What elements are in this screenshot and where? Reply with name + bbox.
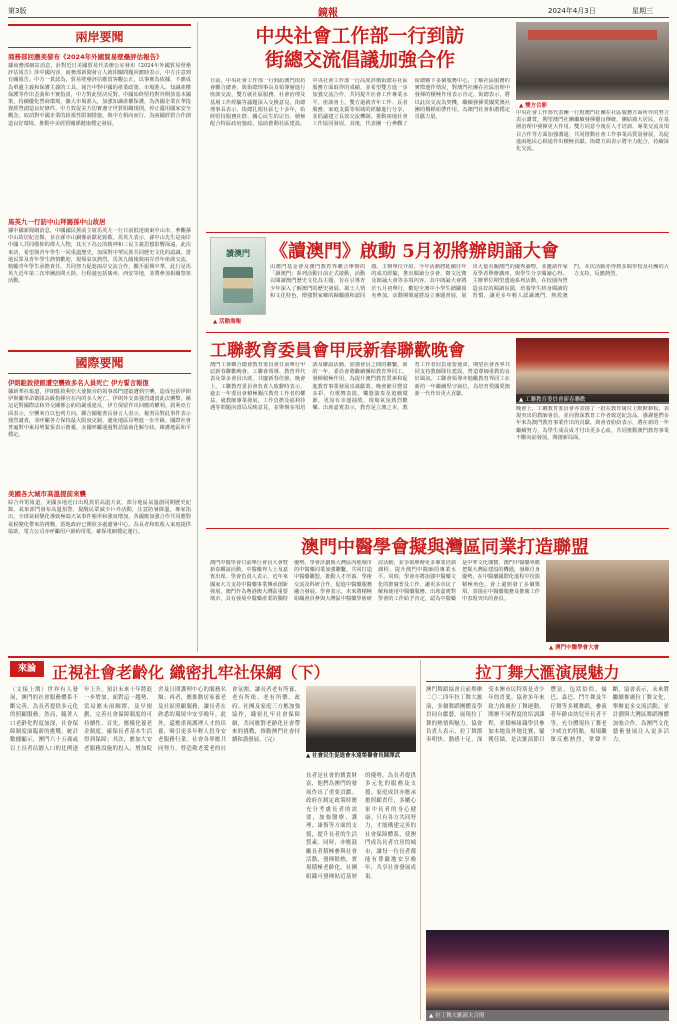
- weekday: 星期三: [632, 7, 653, 15]
- reading-article-body: 由澳門基金會及澳門教育界聯合舉辦的「讀澳門」系列活動日前正式啟動，活動以閱讀澳門歷史文化為主題，旨在引導青少年深入了解澳門的歷史發展、風土人情和文化特色，增強對家鄉的歸屬感和認同感。主辦單位介紹，今年活動將延續往年的成功經驗，推出閱讀分享會、徵文比賽及朗誦大會等多項內容。其中朗誦大會將於五月初舉行，歡迎全澳中小學生踴躍報名參加。活動期間還將設立專題書展，展出大量有關澳門的優秀讀物，並邀請作家及學者舉辦講座，與學生分享閱讀心得。主辦單位期望透過系列活動，在校園內營造良好的閱讀氛圍，培養學生終身閱讀的習慣，讓更多年輕人認識澳門、熱愛澳門。本次活動亦得到多間學校及社團的大力支持，反應熱烈。: [270, 264, 669, 299]
- bottom-column-divider: [420, 660, 421, 1020]
- reading-headline: 《讀澳門》啟動 5月初將辦朗誦大會: [270, 241, 559, 261]
- page-header: [8, 4, 669, 18]
- photo-banner: [528, 30, 657, 40]
- tcm-headline: 澳門中醫學會擬與灣區同業打造聯盟: [301, 537, 589, 557]
- tcm-photo-caption: ▲ 澳門中醫學會大會: [549, 645, 600, 651]
- book-stack-icon: [223, 267, 253, 303]
- latin-article-body: 澳門舞蹈協會日前舉辦二〇二四年拉丁舞大滙演，多個舞蹈團體及學員同台獻藝，展現拉丁舞的熱情與魅力。協會負責人表示，拉丁舞節奏明快、動感十足，深受本澳市民特別是青少年的喜愛。協會多年來致力推廣拉丁舞運動，開辦不同程度的培訓課程，並積極組織學員參加本地及外地比賽，屢獲佳績。是次滙演節目豐富，包括恰恰、倫巴、森巴、鬥牛舞及牛仔舞等多種舞蹈，參演者年齡由幼兒至長者不等，充分體現拉丁舞老少咸宜的特點。現場觀眾反應熱烈，掌聲不斷。協會表示，未來將繼續推廣拉丁舞文化，舉辦更多交流活動，並計劃與大灣區舞蹈團體加強合作，為澳門文化藝術發展注入更多活力。: [426, 687, 669, 744]
- reading-poster: [210, 237, 266, 315]
- union-photo-caption: ▲ 工聯教育委員會新春聯歡: [516, 394, 669, 404]
- latin-headline: 拉丁舞大滙演展魅力: [426, 660, 669, 682]
- aging-article-continued-text: 長者是社會的寶貴財富，他們為澳門的發展作出了重要貢獻。政府在制定政策時應充分考慮長者的需要，加強醫療、護理、康復等方面的支援，提升長者的生活質素。同時，亦應鼓勵長者積極參與社會活動，發揮餘熱，實現積極老齡化。社團組織可發揮貼近基層的優勢，為長者提供多元化的服務及支援。家庭成員亦應承擔照顧責任，多關心家中長者的身心健康。只有各方共同努力，才能構建完善的社會保障體系，使澳門成為長者宜居的城市，讓每一位長者都能有尊嚴地安享晚年，共享社會發展成果。: [306, 773, 416, 880]
- latin-photo: [426, 930, 669, 1010]
- union-headline: 工聯教育委員會甲辰新春聯歡晚會: [210, 341, 465, 360]
- lead-article-continued-text: 中央社會工作部代表團一行對澳門社團在社區服務方面所作的努力表示讚賞，期望澳門社團繼續發揮優良傳統，團結廣大居民，在基層治理中發揮更大作用。雙方同意今後在人才培訓、專業交流及項目合作等方面加強溝通，共同推動社會工作事業高質量發展，為促進兩地民心相通作出積極貢獻。街總方面表示將全力配合，持續深化交流。: [516, 110, 669, 153]
- tcm-article-body: 澳門中醫學會日前舉行會員大會暨新春聯誼活動，中醫藥界人士及嘉賓出席。學會負責人表示，近年來國家大力支持中醫藥事業傳承創新發展，澳門作為粵港澳大灣區重要城市，具有發展中醫藥產業的獨特優勢。學會計劃與大灣區內地城市的中醫藥同業加強聯繫，共同打造中醫藥聯盟，推動人才培養、學術交流及科研合作，促進中醫藥服務融合發展。學會表示，未來將積極組織會員參與大灣區中醫藥學術研討活動，並爭取舉辦更多專業培訓課程，提升澳門中醫師的專業水平。同時，學會亦將加強中醫藥文化的推廣普及工作，讓更多市民了解和使用中醫藥服務。出席嘉賓對學會的工作給予肯定，認為中醫藥是中華文化瑰寶，澳門中醫藥界應把握大灣區建設的機遇，發揮自身優勢，在中醫藥國際化進程中扮演積極角色。會上還頒發了多個獎項，表揚在中醫藥服務及推廣工作中表現突出的會員。: [210, 560, 540, 603]
- article-body: 據新華社報道，伊朗駐敘利亞大使館旁的領事部門建築遭到空襲，造成包括伊朗伊斯蘭革命衛隊高級指揮官在內的多人死亡。伊朗外交部強烈譴責此次襲擊，稱這是對國際法和外交關係公約的嚴重違反，伊方保留作出回應的權利。敘利亞方面表示，空襲來自以色列方向。聯合國秘書長發言人表示，秘書長對此事件表示強烈譴責，並呼籲各方保持最大限度克制，避免地區局勢進一步升級。國際社會普遍對中東局勢緊張表示擔憂，多國呼籲通過對話協商化解分歧，維護地區和平穩定。: [8, 389, 191, 439]
- article-title: 伊朗駐敘使館遭空襲致多名人員死亡 伊方誓言報復: [8, 380, 149, 387]
- section-title-cross-strait: 兩岸要聞: [8, 24, 191, 48]
- lead-photo-caption: ▲ 雙方合影: [519, 103, 548, 109]
- lead-headline-line2: 街總交流倡議加強合作: [264, 49, 455, 71]
- masthead: 鏡報: [318, 8, 338, 18]
- aging-author-caption: ▲ 社會民生促進會永遠榮譽會長陳澤武: [306, 753, 401, 759]
- divider: [206, 332, 669, 333]
- left-column: [8, 22, 198, 652]
- article-title: 美國各大城市高溫提前來襲: [8, 490, 86, 498]
- article-body: 據中國新聞網消息，中國國民黨前主席馬英九一行日前抵達廣東中山市，參觀孫中山故居紀念館，並在孫中山銅像前獻花致敬。馬英九表示，孫中山先生是兩岸中國人共同敬仰的偉大人物，其天下為公的精神和三民主義思想影響深遠。此次來訪，希望與青年學生一同重溫歷史，加深對中華民族共同歷史文化的認識。當地民眾及青年學生熱情歡迎，現場氣氛熱烈。馬英九隨後與兩岸青年座談交流，勉勵青年學生承擔責任，共同努力促進兩岸交流合作，攜手振興中華。此行是馬英九近年第二次率團訪問大陸，行程還包括廣州、西安等地，並將參加相關祭祖活動。: [8, 228, 191, 285]
- issue-date: 2024年4月3日: [548, 7, 596, 15]
- aging-article-continued: [306, 772, 416, 1018]
- section-title-international: 國際要聞: [8, 350, 191, 374]
- article-title: 商務部回應美發布《2024年外國貿易壁壘評估報告》: [8, 53, 163, 61]
- aging-author-photo: [306, 686, 416, 752]
- divider: [206, 232, 669, 233]
- aging-headline: 正視社會老齡化 織密扎牢社保網（下）: [52, 663, 330, 682]
- lead-photo: [516, 22, 669, 100]
- aging-article-body: （文接上期）世界有人發展，澳門的社會服務體系不斷完善，為長者提供多元化的照顧服務。然而，隨著人口老齡化程度加深，社會保障制度面臨新的挑戰。統計數據顯示，澳門六十五歲或以上長者佔總人口的比例逐年上升，預計未來十年將進一步增加。面對這一趨勢，當局應未雨綢繆，及早規劃，完善社會保障制度的可持續性。首先，應優化養老金制度，確保長者基本生活得到保障；其次，應加大安老服務設施的投入，增加院舍及日間護理中心的服務名額；再者，應推動居家養老及社區照顧服務，讓長者在熟悉的環境中安享晚年。此外，還應重視護理人才的培養，吸引更多年輕人投身安老服務行業。社會各界應共同努力，營造敬老愛老的社會氛圍，讓長者老有所養、老有所依、老有所樂。政府、社團及家庭三方應加強協作，織密扎牢社會保障網，共同應對老齡化社會帶來的挑戰，推動澳門社會持續和諧發展。（完）: [10, 687, 300, 752]
- page-number: 第3版: [8, 7, 27, 15]
- bottom-rule: [8, 656, 669, 658]
- lead-headline-line1: 中央社會工作部一行到訪: [255, 25, 465, 47]
- union-article-body: 澳門工會聯合總會教育委員會日前舉行甲辰新春聯歡晚會，工聯會領導、教育界代表及眾多會員出席，共慶新春佳節。晚會上，工聯教育委員會負責人致辭時表示，過去一年委員會積極關注教育工作者的權益，就教師專業發展、工作負擔及福利待遇等問題向當局反映意見，並舉辦多項培訓及聯誼活動，加強會員之間的聯繫。新的一年，委員會將繼續團結教育界同工，發揮積極作用，為提升澳門教育質素和促進教育事業發展出謀獻策。晚會節目豐富多彩，有歌舞表演、樂器演奏及遊戲環節，更設有幸運抽獎，現場氣氛熱烈歡樂。出席嘉賓表示，教育是立澳之本，教育工作者肩負重要使命，期望社會各界共同支持教師隊伍建設，營造尊師重教的良好風氣。工聯會領導亦勉勵教育界同工在新的一年繼續堅守崗位，為培育愛國愛澳新一代作出更大貢獻。: [210, 362, 510, 412]
- article-body: 綜合外電報道，美國多地近日出現異常高溫天氣，部分地區氣溫創同期歷史紀錄。氣象部門發布高溫預警，提醒民眾減少戶外活動，注意防暑降溫。專家指出，全球氣候變化導致極端天氣事件頻率和強度增加，各國應加強合作共同應對氣候變化帶來的挑戰。當地政府已開放多處避暑中心，為長者和低收入家庭提供協助，電力公司亦呼籲用戶節約用電，確保電網穩定運行。: [8, 500, 191, 535]
- latin-photo-caption: ▲ 拉丁舞大滙演大合照: [426, 1010, 669, 1021]
- lead-article-continued: [516, 110, 669, 228]
- lead-article-body: 日前，中央社會工作部一行到訪澳門街坊會聯合總會，與街總理事長及領導層進行座談交流，雙方就社區服務、社會治理及基層工作經驗等議題深入交換意見。街總理事長表示，街總扎根社區七十多年，始終堅持服務社群、關心民生的宗旨，積極配合特區政府施政，協助推動社區建設。中央社會工作部一行高度評價街總在社區服務方面取得的成績，並希望雙方進一步加強交流合作，共同提升社會工作專業水平。座談會上，雙方還就青年工作、長者服務、家庭支援等領域的經驗進行分享，並倡議建立長效交流機制，推動兩地社會工作協同發展。其後，代表團一行參觀了街總轄下多個服務中心，了解社區服務的實際運作情況，對澳門社團在社區治理中發揮的積極作用表示肯定。街總表示，將以此次交流為契機，繼續發揮愛國愛澳社團的橋樑紐帶作用，為澳門社會和諧穩定貢獻力量。: [210, 78, 510, 128]
- union-article-continued-text: 晚會上，工聯教育委員會亦表揚了一批在教育崗位上默默耕耘、表現突出的教師會員，並向資深教育工作者致送紀念品，感謝他們多年來為澳門教育事業作出的貢獻。與會者紛紛表示，將在新的一年繼續努力，為學生成長成才付出更多心血，共同推動澳門教育事業不斷向前發展，開創新局面。: [516, 406, 669, 441]
- reading-poster-caption: ▲ 活動海報: [213, 319, 242, 325]
- article-body: 據商務部網站消息，針對近日美國貿易代表辦公室發布《2024年外國貿易壁壘評估報告》涉中國內容，商務部新聞發言人就相關問題回應時表示，中方注意到有關報告。中方一貫認為，貿易壁壘評估應當客觀公正，以事實為依據，不應成為單邊主義和保護主義的工具。報告中對中國的產業政策、市場准入、知識產權保護等作出歪曲和不實指責，中方對此堅決反對。中國始終堅持對外開放基本國策，持續優化營商環境，擴大市場准入，加強知識產權保護，為各國企業在華投資經營創造良好條件。中方敦促美方切實遵守世貿組織規則，停止濫用國家安全概念，取消對中國企業的歧視性限制措施，與中方相向而行，為兩國經貿合作創造良好環境，推動中美經貿關係健康穩定發展。: [8, 63, 191, 127]
- tcm-photo: [546, 560, 669, 642]
- column-tag: 來論: [10, 661, 44, 677]
- poster-title: 讀澳門: [226, 248, 250, 258]
- lead-headline: [210, 24, 510, 74]
- union-article-continued: [516, 406, 669, 522]
- divider: [206, 528, 669, 529]
- article-title: 馬英九一行訪中山拜謁孫中山故居: [8, 218, 106, 226]
- union-photo: [516, 338, 669, 402]
